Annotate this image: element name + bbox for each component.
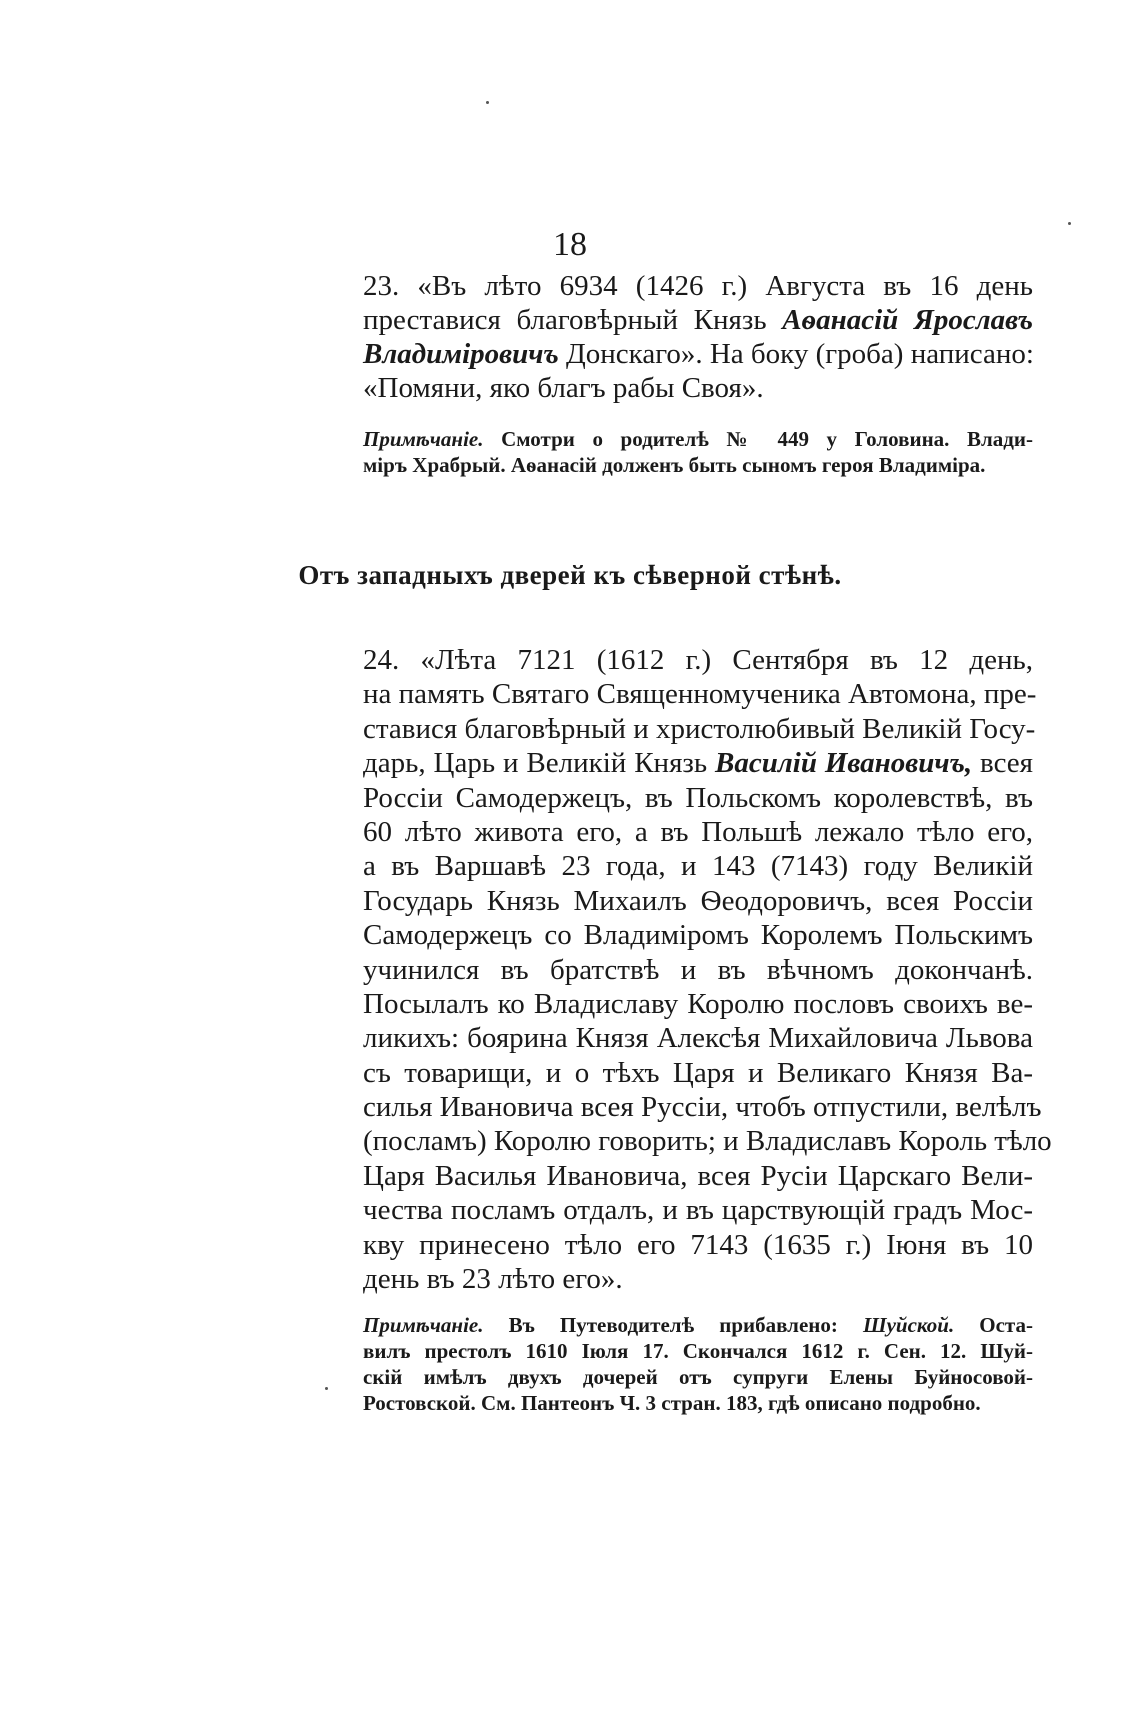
note-24-line-1: Примѣчанiе. Въ Путеводителѣ прибавлено: Шуйской. Оста- (363, 1313, 1033, 1337)
name-shuisky: Шуйской. (862, 1313, 955, 1337)
note-23 (363, 426, 1033, 478)
entry-24-line: (посламъ) Королю говорить; и Владиславъ Король тѣло (363, 1125, 1052, 1158)
name-athanasius: Аѳанасiй Ярославъ (782, 304, 1034, 336)
scan-speck (486, 101, 489, 104)
entry-24-line: на память Святаго Священномученика Автомона, пре- (363, 678, 1037, 711)
entry-23-line-3: Владимiровичъ Донскаго». На боку (гроба) написано: (363, 338, 1034, 370)
entry-23-line-4: «Помяни, яко благъ рабы Своя». (363, 372, 764, 404)
page-number: 18 (553, 226, 587, 263)
entry-24-line: дарь, Царь и Великiй Князь Василiй Ивановичъ, всея (363, 747, 1034, 780)
note-23-line-1: Примѣчанiе. Смотри о родителѣ № 449 у Головина. Влади- (363, 427, 1034, 451)
entry-24-line: чества посламъ отдалъ, и въ царствующiй градъ Мос- (363, 1194, 1033, 1227)
entry-23 (363, 269, 1033, 405)
entry-23-line-2: преставися благовѣрный Князь Аѳанасiй Ярославъ (363, 304, 1034, 336)
entry-24-line: Самодержецъ со Владимiромъ Королемъ Польскимъ (363, 919, 1033, 952)
entry-24-line: 24. «Лѣта 7121 (1612 г.) Сентября въ 12 день, (363, 644, 1033, 676)
scan-speck (325, 1387, 328, 1390)
section-heading: Отъ западныхъ дверей къ сѣверной стѣнѣ. (298, 560, 842, 590)
entry-24-line: Царя Василья Ивановича, всея Русiи Царскаго Вели- (363, 1159, 1033, 1192)
entry-24-line: силья Ивановича всея Руссiи, чтобъ отпустили, велѣлъ (363, 1091, 1042, 1124)
note-23-line-2: мiръ Храбрый. Аѳанасiй долженъ быть сыномъ героя Владимiра. (363, 453, 986, 477)
note-24-line-2: вилъ престолъ 1610 Iюля 17. Скончался 1612 г. Сен. 12. Шуй- (363, 1339, 1033, 1363)
name-vasily-ivanovich: Василiй Ивановичъ, (715, 747, 973, 780)
note-24-line-4: Ростовской. См. Пантеонъ Ч. 3 стран. 183, гдѣ описано подробно. (363, 1391, 981, 1415)
entry-24-line: кву принесено тѣло его 7143 (1635 г.) Iюня въ 10 (363, 1228, 1033, 1261)
entry-24-line: Государь Князь Михаилъ Ѳеодоровичъ, всея Россiи (363, 884, 1033, 917)
entry-24-line: день въ 23 лѣто его». (363, 1263, 623, 1296)
entry-24-line: съ товарищи, и о тѣхъ Царя и Великаго Князя Ва- (363, 1056, 1033, 1089)
entry-24-line: а въ Варшавѣ 23 года, и 143 (7143) году Великiй (363, 850, 1033, 883)
name-vladimirovich: Владимiровичъ (363, 338, 559, 370)
entry-24-line: 60 лѣто живота его, а въ Польшѣ лежало тѣло его, (363, 815, 1033, 848)
note-24 (363, 1312, 1033, 1416)
entry-24-line: Посылалъ ко Владиславу Королю пословъ своихъ ве- (363, 987, 1033, 1020)
entry-24-line: Россiи Самодержецъ, въ Польскомъ королевствѣ, въ (363, 781, 1033, 814)
entry-23-line-1: 23. «Въ лѣто 6934 (1426 г.) Августа въ 16 день (363, 270, 1033, 302)
entry-24 (363, 643, 1052, 1296)
entry-24-line: ставися благовѣрный и христолюбивый Великiй Госу- (363, 712, 1036, 745)
note-label: Примѣчанiе. (363, 427, 484, 451)
note-label: Примѣчанiе. (363, 1313, 484, 1337)
note-24-line-3: скiй имѣлъ двухъ дочерей отъ супруги Елены Буйносовой- (363, 1365, 1033, 1389)
scan-speck (1068, 222, 1071, 225)
entry-24-line: учинился въ братствѣ и въ вѣчномъ докончанѣ. (363, 953, 1033, 986)
entry-24-line: ликихъ: боярина Князя Алексѣя Михайловича Львова (363, 1022, 1033, 1055)
